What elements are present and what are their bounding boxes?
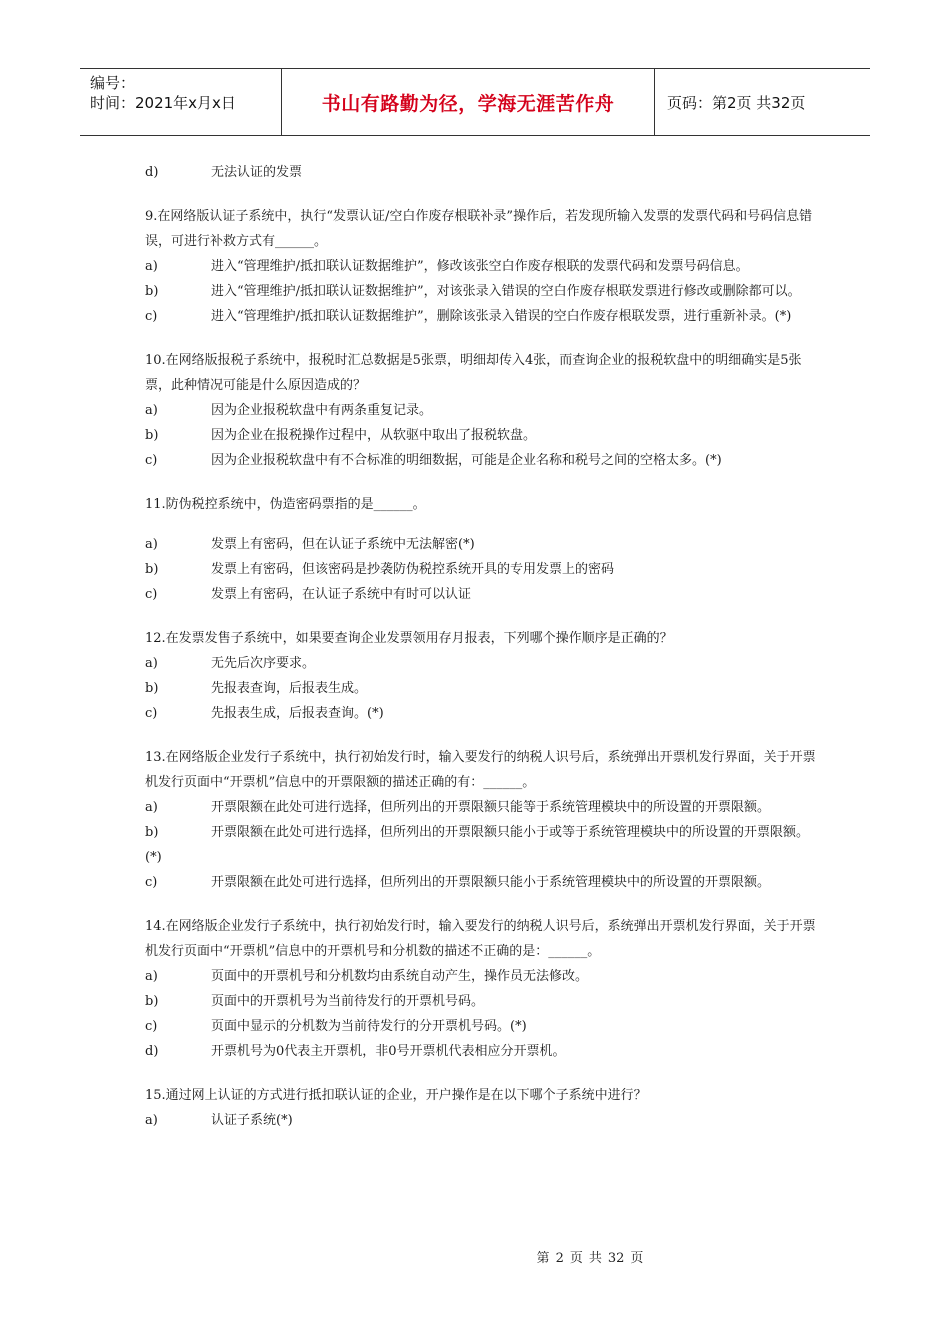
document-number: 编号： — [90, 74, 136, 92]
page-footer: 第 2 页 共 32 页 — [536, 1251, 644, 1266]
question-item — [145, 914, 825, 1064]
option-text: 页面中的开票机号为当前待发行的开票机号码。 — [211, 994, 485, 1009]
answer-option — [145, 676, 825, 701]
option-key: a) — [145, 656, 158, 671]
document-date: 时间：2021年x月x日 — [90, 94, 236, 112]
option-key: c) — [145, 875, 158, 890]
option-key: c) — [145, 453, 158, 468]
answer-option — [145, 964, 825, 989]
question-stem: 15.通过网上认证的方式进行抵扣联认证的企业，开户操作是在以下哪个子系统中进行？ — [145, 1088, 647, 1103]
question-item — [145, 204, 825, 329]
option-text: 因为企业报税软盘中有不合标准的明细数据，可能是企业名称和税号之间的空格太多。(*) — [211, 453, 722, 468]
question-item — [145, 1083, 825, 1133]
answer-option — [145, 870, 825, 895]
question-item — [145, 348, 825, 473]
header-page-info: 页码：第2页 共32页 — [667, 93, 806, 112]
answer-option — [145, 304, 825, 329]
page-header — [80, 68, 870, 136]
option-key: c) — [145, 1019, 158, 1034]
question-item — [145, 745, 825, 895]
option-text: 因为企业报税软盘中有两条重复记录。 — [211, 403, 433, 418]
answer-option — [145, 651, 825, 676]
header-motto: 书山有路勤为径，学海无涯苦作舟 — [282, 69, 655, 135]
option-key: a) — [145, 1113, 158, 1128]
option-text: 因为企业在报税操作过程中，从软驱中取出了报税软盘。 — [211, 428, 537, 443]
question-item — [145, 492, 825, 607]
answer-option — [145, 423, 825, 448]
option-text: 开票限额在此处可进行选择，但所列出的开票限额只能小于系统管理模块中的所设置的开票限额。 — [211, 875, 771, 890]
answer-option — [145, 989, 825, 1014]
option-text: 进入“管理维护/抵扣联认证数据维护”，删除该张录入错误的空白作废存根联发票，进行重新补录。(*) — [211, 309, 792, 324]
option-text: 无先后次序要求。 — [211, 656, 316, 671]
option-text: 开票限额在此处可进行选择，但所列出的开票限额只能小于或等于系统管理模块中的所设置的开票限额。(*) — [145, 825, 810, 865]
option-text: 发票上有密码，但该密码是抄袭防伪税控系统开具的专用发票上的密码 — [211, 562, 615, 577]
option-key: b) — [145, 428, 159, 443]
option-text: 开票机号为0代表主开票机，非0号开票机代表相应分开票机。 — [211, 1044, 566, 1059]
question-list — [145, 160, 825, 1152]
option-text: 发票上有密码，但在认证子系统中无法解密(*) — [211, 537, 475, 552]
option-text: 进入“管理维护/抵扣联认证数据维护”，修改该张空白作废存根联的发票代码和发票号码信息。 — [211, 259, 749, 274]
option-key: b) — [145, 994, 159, 1009]
answer-option — [145, 820, 825, 870]
option-key: d) — [145, 1044, 159, 1059]
option-text: 认证子系统(*) — [211, 1113, 293, 1128]
answer-option — [145, 701, 825, 726]
header-meta — [80, 69, 282, 135]
option-text: 先报表生成，后报表查询。(*) — [211, 706, 384, 721]
option-text: 发票上有密码，在认证子系统中有时可以认证 — [211, 587, 472, 602]
option-text: 页面中的开票机号和分机数均由系统自动产生，操作员无法修改。 — [211, 969, 589, 984]
answer-option — [145, 254, 825, 279]
option-text: 页面中显示的分机数为当前待发行的分开票机号码。(*) — [211, 1019, 527, 1034]
answer-option — [145, 448, 825, 473]
option-key: c) — [145, 587, 158, 602]
option-key: b) — [145, 681, 159, 696]
question-stem: 9.在网络版认证子系统中，执行“发票认证/空白作废存根联补录”操作后，若发现所输入发票的发票代码和号码信息错误，可进行补救方式有______。 — [145, 209, 813, 249]
answer-option — [145, 795, 825, 820]
question-item — [145, 626, 825, 726]
option-key: a) — [145, 969, 158, 984]
answer-option — [145, 160, 825, 185]
answer-option — [145, 1014, 825, 1039]
footer-total-pages: 32 — [607, 1251, 625, 1266]
question-stem: 12.在发票发售子系统中，如果要查询企业发票领用存月报表，下列哪个操作顺序是正确的？ — [145, 631, 673, 646]
answer-option — [145, 1039, 825, 1064]
question-stem: 10.在网络版报税子系统中，报税时汇总数据是5张票，明细却传入4张，而查询企业的报税软盘中的明细确实是5张票，此种情况可能是什么原因造成的？ — [145, 353, 802, 393]
answer-option — [145, 582, 825, 607]
option-text: 无法认证的发票 — [211, 165, 303, 180]
option-key: c) — [145, 309, 158, 324]
spacer — [145, 517, 825, 532]
option-key: b) — [145, 284, 159, 299]
option-text: 先报表查询，后报表生成。 — [211, 681, 368, 696]
answer-option — [145, 532, 825, 557]
answer-option — [145, 279, 825, 304]
answer-option — [145, 398, 825, 423]
answer-option — [145, 557, 825, 582]
question-stem: 11.防伪税控系统中，伪造密码票指的是______。 — [145, 497, 426, 512]
option-key: a) — [145, 403, 158, 418]
option-key: b) — [145, 825, 159, 840]
option-key: a) — [145, 537, 158, 552]
option-key: c) — [145, 706, 158, 721]
question-item — [145, 160, 825, 185]
answer-option — [145, 1108, 825, 1133]
question-stem: 13.在网络版企业发行子系统中，执行初始发行时，输入要发行的纳税人识号后，系统弹出开票机发行界面，关于开票机发行页面中“开票机”信息中的开票限额的描述正确的有：______。 — [145, 750, 816, 790]
option-text: 开票限额在此处可进行选择，但所列出的开票限额只能等于系统管理模块中的所设置的开票限额。 — [211, 800, 771, 815]
option-key: a) — [145, 800, 158, 815]
footer-page-number: 2 — [555, 1251, 564, 1266]
option-key: a) — [145, 259, 158, 274]
option-text: 进入“管理维护/抵扣联认证数据维护”，对该张录入错误的空白作废存根联发票进行修改或删除都可以。 — [211, 284, 801, 299]
option-key: b) — [145, 562, 159, 577]
option-key: d) — [145, 165, 159, 180]
question-stem: 14.在网络版企业发行子系统中，执行初始发行时，输入要发行的纳税人识号后，系统弹出开票机发行界面，关于开票机发行页面中“开票机”信息中的开票机号和分机数的描述不正确的是：______。 — [145, 919, 816, 959]
